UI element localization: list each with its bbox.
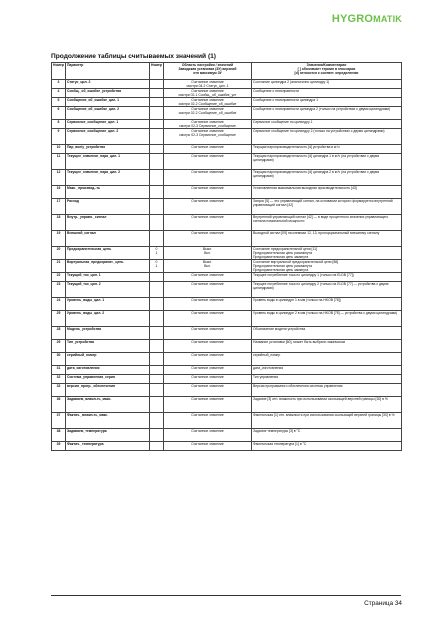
- table-row: [52, 145, 402, 154]
- row-number: 36: [52, 397, 66, 413]
- row-notes: Запрос [5] — это управляющий сигнал, на основании которого формируется внутренний управляющий сигнал [42]: [252, 199, 402, 215]
- row-num2: [150, 442, 164, 451]
- row-param: серийный_номер: [66, 353, 150, 366]
- row-notes: Состояние цилиндра 2 (аналогично цилиндру 1): [252, 80, 402, 89]
- row-range-main: Считанное значение: [191, 231, 224, 235]
- row-param: Макс._производ.-ть: [66, 186, 150, 199]
- header-range-line3: отп максимум ЗУ: [193, 71, 222, 75]
- row-range: [164, 282, 252, 298]
- header-range-line1: Область настройки / значений: [181, 63, 234, 67]
- row-notes: Текущая паропроизводительность [d] устройства в кг/ч: [252, 145, 402, 154]
- row-notes: Задание температуры [3] в °C: [252, 429, 402, 442]
- row-notes: серийный_номер: [252, 353, 402, 366]
- row-param: Модель_устройства: [66, 327, 150, 340]
- row-range-main: Считанное значение: [191, 215, 224, 219]
- row-range: [164, 353, 252, 366]
- row-range-main: Считанное значение: [191, 120, 224, 124]
- row-number: 21: [52, 260, 66, 273]
- row-param: Тип_устройства: [66, 340, 150, 353]
- row-param: Фактич._температура: [66, 442, 150, 451]
- row-range: [164, 260, 252, 273]
- logo-part-2: MATIK: [373, 14, 402, 24]
- row-range: [164, 413, 252, 429]
- row-num2: [150, 145, 164, 154]
- row-notes: Состояние предохранительной цепи [11] Предохранительная цепь разомкнута Предохранительная цепь замкнута: [252, 247, 402, 260]
- row-range: [164, 384, 252, 397]
- table-row: [52, 89, 402, 98]
- row-range-main: Считанное значение: [191, 170, 224, 174]
- row-param: Статус_цил. 2: [66, 80, 150, 89]
- row-number: 12: [52, 170, 66, 186]
- row-number: 33: [52, 384, 66, 397]
- row-notes: Выходной сигнал [09] на клеммах 12, 13, пропорциональный внешнему сигналу: [252, 231, 402, 247]
- row-range-main: Считанное значение: [191, 397, 224, 401]
- header-num: Номер: [52, 63, 66, 80]
- row-param: Текущий_ток_цил. 2: [66, 282, 150, 298]
- table-row: [52, 273, 402, 282]
- row-number: 39: [52, 442, 66, 451]
- row-num2: [150, 129, 164, 145]
- row-range-main: Считанное значение: [191, 80, 224, 84]
- row-num2: [150, 384, 164, 397]
- row-range-main: Считанное значение: [191, 340, 224, 344]
- row-num2: [150, 375, 164, 384]
- row-notes: Сервисное сообщение по цилиндру 1: [252, 120, 402, 129]
- row-number: 31: [52, 366, 66, 375]
- row-param: Текущее_значение_пара_цил. 1: [66, 154, 150, 170]
- row-num2: [150, 89, 164, 98]
- row-range-main: Считанное значение: [191, 107, 224, 111]
- row-range-main: Считанное значение: [191, 282, 224, 286]
- row-number: 9: [52, 129, 66, 145]
- row-param: Уровень_воды_цил. 1: [66, 298, 150, 311]
- row-range-ref: смотри 02-2 Сообщение_об_ошибке: [178, 111, 237, 115]
- row-param: Уровень_воды_цил. 2: [66, 311, 150, 327]
- row-range-main: Считанное значение: [191, 384, 224, 388]
- row-range-main: Считанное значение: [191, 327, 224, 331]
- row-range: [164, 129, 252, 145]
- row-number: 6: [52, 107, 66, 120]
- row-range: [164, 80, 252, 89]
- page-title: Продолжение таблицы считываемых значений (1): [51, 53, 216, 60]
- row-number: 18: [52, 215, 66, 231]
- row-num2: [150, 298, 164, 311]
- table-body: [52, 80, 402, 451]
- table-row: [52, 260, 402, 273]
- row-notes: Уровень воды в цилиндре 1 в мм (только на HKOB [78]): [252, 298, 402, 311]
- header-notes-line3: [d] относится к соответ. определению: [294, 71, 359, 75]
- row-num2: [150, 120, 164, 129]
- row-range-main: Выкл. Вкл.: [202, 260, 213, 268]
- row-range: [164, 186, 252, 199]
- row-range: [164, 231, 252, 247]
- row-notes: Текущее потребление тока по цилиндру 1 (только на ELDB [77]): [252, 273, 402, 282]
- row-range-main: Считанное значение: [191, 154, 224, 158]
- row-range: [164, 397, 252, 413]
- table-row: [52, 80, 402, 89]
- row-notes: Название установки [60], может быть выбрано заказчиком: [252, 340, 402, 353]
- row-number: 29: [52, 340, 66, 353]
- row-number: 28: [52, 327, 66, 340]
- row-num2: [150, 429, 164, 442]
- row-notes: дата_изготовления: [252, 366, 402, 375]
- row-number: 30: [52, 353, 66, 366]
- row-range-ref: смотри 02-2 Сообщение_об_ошибке: [178, 102, 237, 106]
- header-range-line2: Заводская установка (ЗУ) верхний: [178, 67, 237, 71]
- row-notes: Состояние виртуальной предохранительной цепи [86] Предохранительная цепь разомкнута Предохранительная цепь замкнута: [252, 260, 402, 273]
- row-number: 11: [52, 154, 66, 170]
- row-range: [164, 327, 252, 340]
- row-number: 24: [52, 298, 66, 311]
- row-num2: 0 1: [150, 247, 164, 260]
- row-range: [164, 89, 252, 98]
- table-row: [52, 154, 402, 170]
- header-param: Параметр: [66, 63, 150, 80]
- row-param: Текущее_значение_пара_цил. 2: [66, 170, 150, 186]
- row-param: Текущий_ток_цил. 1: [66, 273, 150, 282]
- row-range: [164, 107, 252, 120]
- row-range: [164, 247, 252, 260]
- table-header-row: [52, 63, 402, 80]
- row-range: [164, 375, 252, 384]
- table-row: [52, 107, 402, 120]
- row-number: 38: [52, 429, 66, 442]
- row-range: [164, 429, 252, 442]
- row-range-main: Выкл. Вкл.: [202, 247, 213, 255]
- table-row: [52, 327, 402, 340]
- row-notes: Сообщение о неисправности: [252, 89, 402, 98]
- row-num2: [150, 231, 164, 247]
- row-range-main: Считанное значение: [191, 98, 224, 102]
- row-range: [164, 154, 252, 170]
- table-row: [52, 429, 402, 442]
- row-range: [164, 215, 252, 231]
- row-param: версия_прогр._обеспечения: [66, 384, 150, 397]
- row-range-ref: смотри 02-1 Сообщ._об_ошибке_уст: [178, 93, 237, 97]
- row-number: 4: [52, 89, 66, 98]
- row-num2: [150, 273, 164, 282]
- row-notes: Сообщение о неисправности цилиндра 1: [252, 98, 402, 107]
- table-row: [52, 311, 402, 327]
- row-num2: [150, 282, 164, 298]
- row-range-main: Считанное значение: [191, 186, 224, 190]
- row-range: [164, 340, 252, 353]
- row-number: 10: [52, 145, 66, 154]
- row-param: Сообщ._об_ошибке_устройства: [66, 89, 150, 98]
- row-num2: [150, 186, 164, 199]
- row-number: 16: [52, 186, 66, 199]
- row-notes: Текущая паропроизводительность [d] цилиндра 2 в кг/ч (на устройствах с двумя цилиндрами): [252, 170, 402, 186]
- table-row: [52, 120, 402, 129]
- row-range-main: Считанное значение: [191, 129, 224, 133]
- table-row: [52, 366, 402, 375]
- header-notes-line2: [ ] обозначает термин в глоссарии: [297, 67, 356, 71]
- row-number: 22: [52, 273, 66, 282]
- row-notes: Текущее потребление тока по цилиндру 2 (только на ELDB [77] — устройства с двумя цилиндрами): [252, 282, 402, 298]
- row-num2: 0 1: [150, 260, 164, 273]
- table-row: [52, 247, 402, 260]
- row-num2: [150, 170, 164, 186]
- row-num2: [150, 366, 164, 375]
- table-row: [52, 98, 402, 107]
- row-range-main: Считанное значение: [191, 413, 224, 417]
- row-num2: [150, 98, 164, 107]
- row-range: [164, 98, 252, 107]
- row-range-main: Считанное значение: [191, 429, 224, 433]
- row-range-main: Считанное значение: [191, 273, 224, 277]
- table-row: [52, 170, 402, 186]
- row-param: Расход: [66, 199, 150, 215]
- row-notes: Уровень воды в цилиндре 2 в мм (только на HKOB [78] — устройства с двумя цилиндрами): [252, 311, 402, 327]
- row-num2: [150, 154, 164, 170]
- row-range: [164, 120, 252, 129]
- row-range-main: Считанное значение: [191, 353, 224, 357]
- row-param: Сервисное_сообщение_цил. 2: [66, 129, 150, 145]
- row-range: [164, 145, 252, 154]
- table-row: [52, 129, 402, 145]
- row-range-main: Считанное значение: [191, 199, 224, 203]
- table-row: [52, 298, 402, 311]
- row-range: [164, 298, 252, 311]
- row-notes: Фактическая температура [1] в °C: [252, 442, 402, 451]
- table-row: [52, 186, 402, 199]
- row-range: [164, 366, 252, 375]
- table-row: [52, 340, 402, 353]
- row-range: [164, 311, 252, 327]
- table-row: [52, 231, 402, 247]
- row-notes: Внутренний управляющий сигнал [42] — в виде процентного значения управляющего сигнала номинальной мощности: [252, 215, 402, 231]
- row-range-ref: смотри 02-3 Сервисное_сообщение: [179, 133, 236, 137]
- row-num2: [150, 80, 164, 89]
- table-row: [52, 397, 402, 413]
- row-range-ref: смотри 04-2 Статус_цил. 1: [186, 84, 229, 88]
- table-row: [52, 215, 402, 231]
- logo-part-1: HYGRO: [331, 13, 374, 25]
- row-param: Задаваем_влажн-ть_макс.: [66, 397, 150, 413]
- row-notes: Сервисное сообщение по цилиндру 2 (только на устройствах с двумя цилиндрами): [252, 129, 402, 145]
- table-row: [52, 353, 402, 366]
- row-notes: Фактическая [1] отн. влажность при использовании скользящей верхней границы [30] в %: [252, 413, 402, 429]
- header-num2: Номер: [150, 63, 164, 80]
- row-notes: Текущая паропроизводительность [d] цилиндра 1 в кг/ч (на устройствах с двумя цилиндрами): [252, 154, 402, 170]
- row-param: Внутр._управл._сигнал: [66, 215, 150, 231]
- page-number: Страница 34: [364, 600, 402, 607]
- table-row: [52, 375, 402, 384]
- row-number: 25: [52, 311, 66, 327]
- row-range-main: Считанное значение: [191, 311, 224, 315]
- header-range: [164, 63, 252, 80]
- row-range-ref: смотри 02-3 Сервисное_сообщение: [179, 124, 236, 128]
- row-range-main: Считанное значение: [191, 89, 224, 93]
- brand-logo: [332, 13, 402, 25]
- row-num2: [150, 353, 164, 366]
- row-range-main: Считанное значение: [191, 375, 224, 379]
- row-number: 19: [52, 231, 66, 247]
- row-number: 8: [52, 120, 66, 129]
- row-notes: Версия программного обеспечения системы управления: [252, 384, 402, 397]
- table-row: [52, 199, 402, 215]
- row-number: 20: [52, 247, 66, 260]
- row-number: 5: [52, 98, 66, 107]
- footer-divider: [51, 595, 401, 596]
- row-number: 37: [52, 413, 66, 429]
- row-param: Фактич._влажн-ть_макс.: [66, 413, 150, 429]
- row-num2: [150, 413, 164, 429]
- row-param: Сообщение_об_ошибке_цил. 1: [66, 98, 150, 107]
- row-param: Сообщение_об_ошибке_цил. 2: [66, 107, 150, 120]
- row-number: 32: [52, 375, 66, 384]
- row-param: Виртуальная_предохранит._цепь: [66, 260, 150, 273]
- row-number: 17: [52, 199, 66, 215]
- row-range: [164, 273, 252, 282]
- readout-table: [51, 62, 402, 451]
- row-range-main: Считанное значение: [191, 298, 224, 302]
- row-number: 23: [52, 282, 66, 298]
- row-num2: [150, 311, 164, 327]
- row-notes: Сообщение о неисправности цилиндра 2 (только на устройствах с двумя цилиндрами): [252, 107, 402, 120]
- row-param: Сервисное_сообщение_цил. 1: [66, 120, 150, 129]
- row-num2: [150, 215, 164, 231]
- row-num2: [150, 107, 164, 120]
- row-range: [164, 442, 252, 451]
- header-notes-line1: Значения/Комментарии: [306, 63, 347, 67]
- row-notes: Установленная максимальная выходная производительность [43]: [252, 186, 402, 199]
- row-num2: [150, 199, 164, 215]
- row-param: дата_изготовления: [66, 366, 150, 375]
- row-range-main: Считанное значение: [191, 366, 224, 370]
- row-number: 3: [52, 80, 66, 89]
- row-param: Предохранительная_цепь: [66, 247, 150, 260]
- row-param: Система_управления_серия: [66, 375, 150, 384]
- row-range: [164, 170, 252, 186]
- row-param: Задаваем_температура: [66, 429, 150, 442]
- table-row: [52, 282, 402, 298]
- row-num2: [150, 397, 164, 413]
- row-num2: [150, 327, 164, 340]
- row-param: Внешний_сигнал: [66, 231, 150, 247]
- row-range-main: Считанное значение: [191, 442, 224, 446]
- table-row: [52, 384, 402, 397]
- row-notes: Обозначение модели устройства: [252, 327, 402, 340]
- row-range: [164, 199, 252, 215]
- row-notes: Тип управления: [252, 375, 402, 384]
- row-num2: [150, 340, 164, 353]
- row-notes: Задание [3] отн. влажность при использовании скользящей верхней границы [30] в %: [252, 397, 402, 413]
- table-row: [52, 413, 402, 429]
- table-row: [52, 442, 402, 451]
- row-range-main: Считанное значение: [191, 145, 224, 149]
- header-notes: [252, 63, 402, 80]
- row-param: Пар_вкл/у_устройство: [66, 145, 150, 154]
